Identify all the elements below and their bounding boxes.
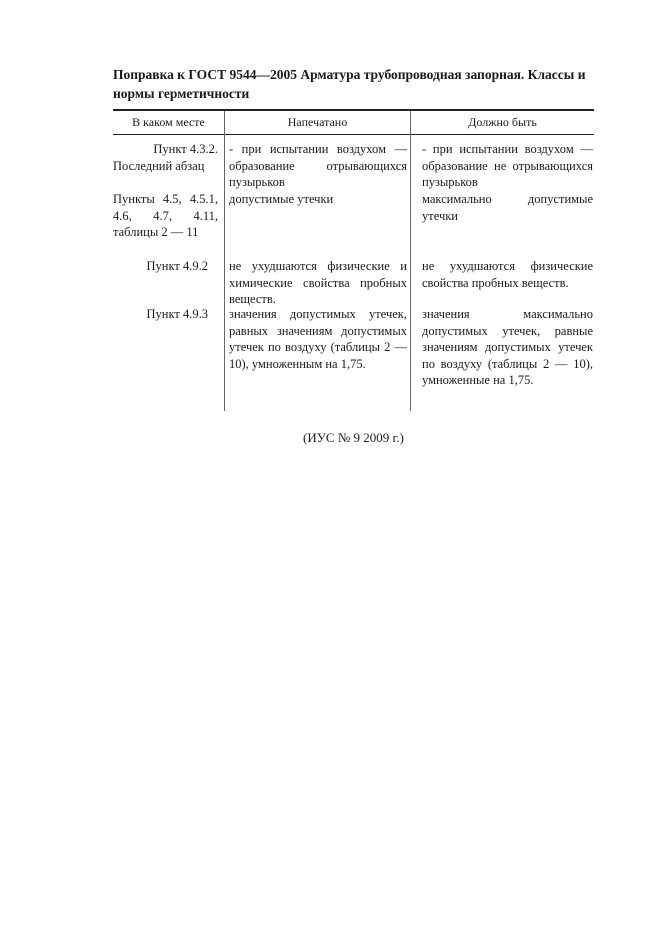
table-row bbox=[113, 141, 218, 174]
cell-place: Пункт 4.9.3 bbox=[146, 307, 208, 321]
cell-place-line: Пункт 4.3.2. bbox=[153, 142, 218, 156]
document-title: Поправка к ГОСТ 9544—2005 Арматура трубопроводная запорная. Классы и нормы герметичности bbox=[113, 67, 586, 101]
cell-place-line: Последний абзац bbox=[113, 158, 205, 173]
cell-place: Пункт 4.9.2 bbox=[146, 259, 208, 273]
cell-place: Пункты 4.5, 4.5.1, 4.6, 4.7, 4.11, таблицы 2 — 11 bbox=[113, 192, 218, 239]
cell-should-be: максимально допустимые утечки bbox=[422, 192, 593, 223]
header-should-be: Должно быть bbox=[468, 115, 537, 129]
table-top-rule bbox=[113, 109, 594, 111]
column-divider-2 bbox=[410, 111, 411, 411]
cell-should-be: не ухудшаются физические свойства пробных веществ. bbox=[422, 259, 593, 290]
table-header-rule bbox=[113, 134, 594, 135]
cell-printed: не ухудшаются физические и химические свойства пробных веществ. bbox=[229, 259, 407, 306]
cell-printed: - при испытании воздухом — образование отрывающихся пузырьков bbox=[229, 142, 407, 189]
cell-should-be: значения максимально допустимых утечек, равные значениям допустимых утечек по воздуху (таблицы 2 — 10), умноженные на 1,75. bbox=[422, 307, 593, 387]
header-printed: Напечатано bbox=[287, 115, 348, 129]
footer-source: (ИУС № 9 2009 г.) bbox=[303, 430, 404, 445]
cell-should-be: - при испытании воздухом — образование не отрывающихся пузырьков bbox=[422, 142, 593, 189]
cell-printed: допустимые утечки bbox=[229, 192, 334, 206]
cell-printed: значения допустимых утечек, равных значениям допустимых утечек по воздуху (таблицы 2 — 10), умноженным на 1,75. bbox=[229, 307, 407, 371]
header-place: В каком месте bbox=[132, 115, 205, 129]
column-divider-1 bbox=[224, 111, 225, 411]
